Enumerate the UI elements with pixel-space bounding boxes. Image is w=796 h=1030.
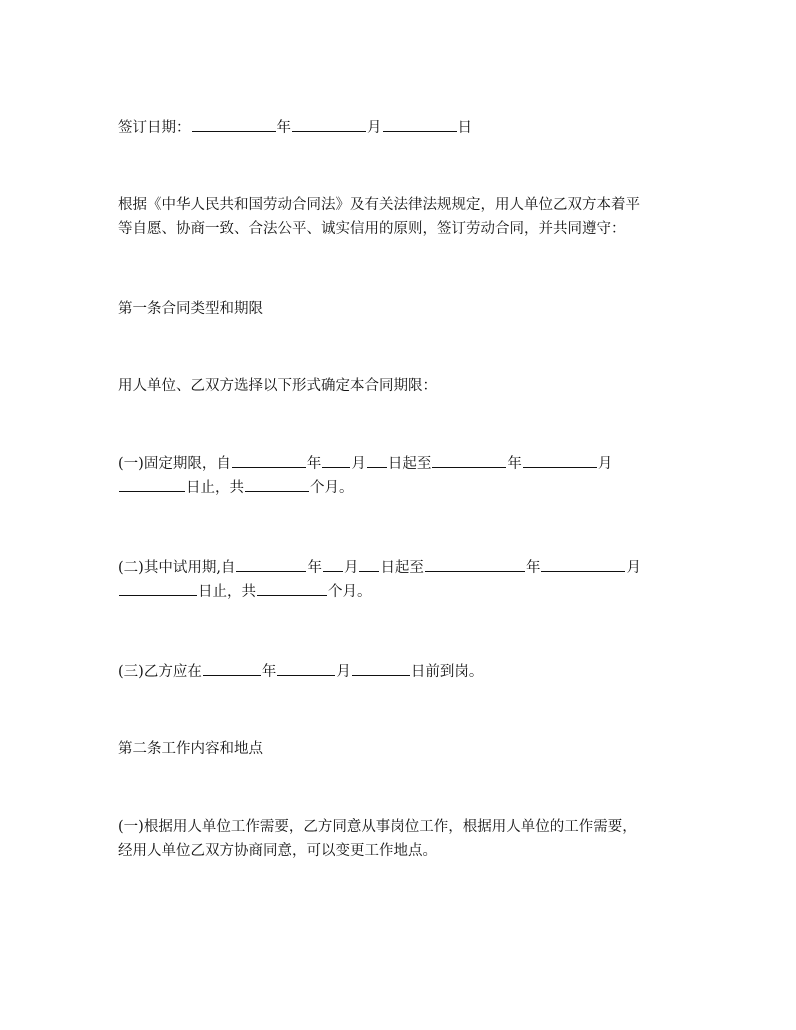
article-1-choose: 用人单位、乙双方选择以下形式确定本合同期限： (118, 378, 437, 394)
fixed-month2-label: 月 (597, 456, 613, 472)
fixed-prefix: (一)固定期限，自 (118, 456, 231, 472)
intro-line-1: 根据《中华人民共和国劳动合同法》及有关法律法规规定，用人单位乙双方本着平 (118, 197, 640, 213)
article-2-title: 第二条工作内容和地点 (118, 741, 263, 757)
trial-day-end: 日止，共 (198, 584, 256, 600)
article-2-item-1-line-2: 经用人单位乙双方协商同意，可以变更工作地点。 (118, 843, 437, 859)
fixed-year2-blank (432, 452, 506, 468)
trial-period-paragraph (118, 556, 678, 604)
report-date-paragraph (118, 660, 678, 684)
trial-months-blank (257, 580, 327, 596)
report-suffix: 日前到岗。 (410, 664, 484, 680)
sign-month-label: 月 (367, 120, 382, 136)
trial-day-blank (359, 556, 379, 572)
fixed-month-blank (322, 452, 350, 468)
report-prefix: (三)乙方应在 (118, 664, 202, 680)
sign-date-label: 签订日期： (118, 120, 191, 136)
fixed-year-label: 年 (306, 456, 322, 472)
report-month-blank (277, 660, 335, 676)
intro-paragraph (118, 193, 678, 241)
fixed-months-blank (245, 476, 309, 492)
trial-year-label: 年 (307, 560, 322, 576)
fixed-months-label: 个月。 (310, 480, 354, 496)
fixed-month2-blank (523, 452, 597, 468)
fixed-day-from: 日起至 (387, 456, 432, 472)
article-2-item-1 (118, 815, 678, 863)
article-1-title: 第一条合同类型和期限 (118, 301, 263, 317)
sign-date-line (118, 116, 678, 140)
fixed-day2-blank (119, 476, 185, 492)
trial-month-blank (323, 556, 343, 572)
report-month-label: 月 (336, 664, 351, 680)
sign-month-blank (292, 116, 366, 132)
trial-months-label: 个月。 (328, 584, 372, 600)
report-year-label: 年 (261, 664, 277, 680)
sign-day-blank (383, 116, 457, 132)
trial-month2-blank (541, 556, 625, 572)
fixed-term-paragraph (118, 452, 678, 500)
sign-day-label: 日 (457, 120, 472, 136)
trial-day-from: 日起至 (380, 560, 424, 576)
fixed-year2-label: 年 (507, 456, 522, 472)
trial-month-label: 月 (343, 560, 359, 576)
trial-prefix: (二)其中试用期,自 (118, 560, 236, 576)
report-day-blank (352, 660, 410, 676)
trial-year2-label: 年 (525, 560, 541, 576)
article-2-item-1-line-1: (一)根据用人单位工作需要，乙方同意从事岗位工作，根据用人单位的工作需要， (118, 819, 637, 835)
sign-year-label: 年 (276, 120, 291, 136)
trial-year-blank (236, 556, 306, 572)
trial-year2-blank (425, 556, 525, 572)
fixed-day-end: 日止，共 (186, 480, 244, 496)
trial-day2-blank (119, 580, 197, 596)
fixed-year-blank (232, 452, 306, 468)
fixed-day-blank (367, 452, 387, 468)
intro-line-2: 等自愿、协商一致、合法公平、诚实信用的原则，签订劳动合同，并共同遵守： (118, 221, 626, 237)
sign-year-blank (192, 116, 276, 132)
trial-month2-label: 月 (626, 560, 641, 576)
fixed-month-label: 月 (351, 456, 366, 472)
report-year-blank (203, 660, 261, 676)
